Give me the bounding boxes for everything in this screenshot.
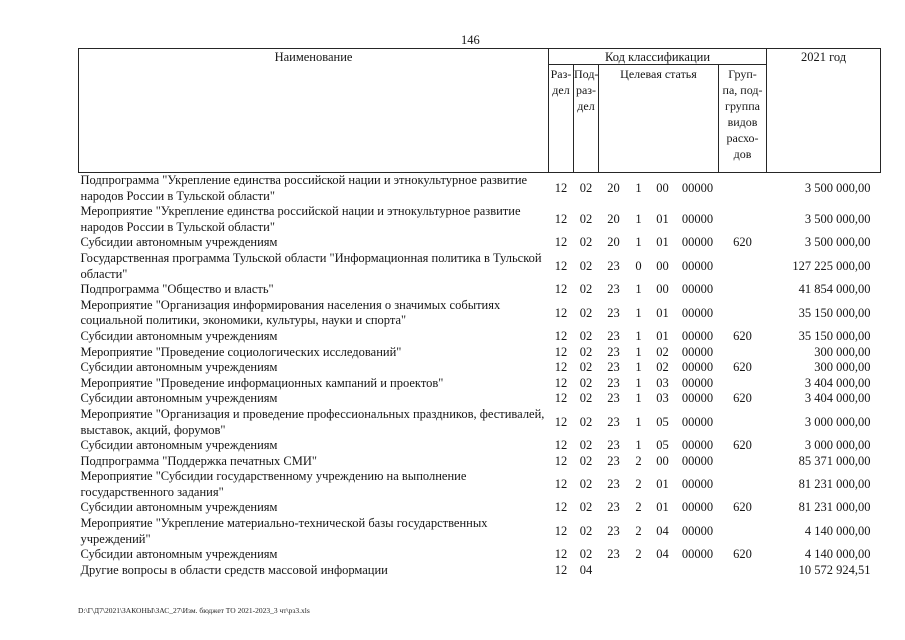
row-target-program: 23 [607, 438, 620, 453]
row-target-measure [649, 563, 677, 579]
row-expense-group [719, 298, 767, 329]
row-name: Подпрограмма "Общество и власть" [80, 282, 274, 297]
row-subsection: 02 [579, 305, 593, 320]
row-expense-group [719, 204, 767, 235]
row-amount: 10 572 924,51 [798, 562, 871, 577]
table-row [79, 547, 881, 563]
row-section: 12 [554, 477, 568, 492]
row-section: 12 [554, 305, 568, 320]
table-row [79, 360, 881, 376]
row-subsection: 02 [579, 414, 593, 429]
row-name: Другие вопросы в области средств массовой информации [80, 562, 388, 577]
row-target-subprogram: 1 [635, 328, 642, 343]
row-target-program [599, 563, 629, 579]
row-target-direction: 00000 [681, 344, 714, 359]
row-target-program: 23 [607, 344, 620, 359]
row-target-subprogram: 2 [635, 547, 642, 562]
row-target-subprogram: 1 [635, 414, 642, 429]
header-name: Наименование [79, 49, 549, 173]
header-year: 2021 год [767, 49, 881, 173]
row-target-direction: 00000 [681, 235, 714, 250]
row-amount: 3 500 000,00 [804, 235, 871, 250]
row-target-direction: 00000 [681, 180, 714, 195]
row-target-measure: 01 [656, 328, 669, 343]
row-name: Подпрограмма "Поддержка печатных СМИ" [80, 453, 317, 468]
row-target-direction [677, 563, 719, 579]
row-target-direction: 00000 [681, 305, 714, 320]
row-section: 12 [554, 282, 568, 297]
row-target-subprogram: 1 [635, 360, 642, 375]
row-section: 12 [554, 180, 568, 195]
row-target-measure: 01 [656, 500, 669, 515]
table-row [79, 282, 881, 298]
row-target-measure: 00 [656, 258, 669, 273]
row-subsection: 02 [579, 375, 593, 390]
table-row [79, 204, 881, 235]
row-target-measure: 04 [656, 523, 669, 538]
row-section: 12 [554, 235, 568, 250]
table-row [79, 563, 881, 579]
row-amount: 41 854 000,00 [798, 282, 871, 297]
row-name: Подпрограмма "Укрепление единства российской нации и этнокультурное развитие народов России в Тульской области" [80, 173, 528, 203]
row-amount: 3 404 000,00 [804, 391, 871, 406]
header-section: Раз- дел [549, 65, 574, 173]
row-subsection: 02 [579, 438, 593, 453]
row-target-direction: 00000 [681, 258, 714, 273]
row-amount: 3 000 000,00 [804, 414, 871, 429]
row-target-subprogram [629, 563, 649, 579]
table-row [79, 298, 881, 329]
row-target-subprogram: 2 [635, 523, 642, 538]
row-target-direction: 00000 [681, 360, 714, 375]
row-amount: 3 404 000,00 [804, 375, 871, 390]
row-name: Субсидии автономным учреждениям [80, 360, 278, 375]
row-name: Субсидии автономным учреждениям [80, 391, 278, 406]
row-name: Субсидии автономным учреждениям [80, 328, 278, 343]
row-expense-group: 620 [733, 438, 752, 453]
row-target-subprogram: 2 [635, 477, 642, 492]
row-target-program: 23 [607, 258, 620, 273]
header-expense-type-group: Груп- па, под- группа видов расхо- дов [719, 65, 767, 173]
row-target-program: 20 [607, 235, 620, 250]
row-target-direction: 00000 [681, 438, 714, 453]
row-target-program: 23 [607, 523, 620, 538]
row-amount: 85 371 000,00 [798, 453, 871, 468]
row-target-measure: 02 [656, 360, 669, 375]
row-expense-group [719, 454, 767, 470]
row-amount: 300 000,00 [814, 344, 871, 359]
row-expense-group: 620 [733, 500, 752, 515]
row-section: 12 [554, 500, 568, 515]
row-target-subprogram: 1 [635, 438, 642, 453]
row-name: Субсидии автономным учреждениям [80, 235, 278, 250]
table-row [79, 469, 881, 500]
row-subsection: 02 [579, 258, 593, 273]
row-target-subprogram: 1 [635, 391, 642, 406]
table-row [79, 345, 881, 361]
row-target-subprogram: 2 [635, 453, 642, 468]
row-name: Субсидии автономным учреждениям [80, 500, 278, 515]
row-target-measure: 03 [656, 391, 669, 406]
row-target-direction: 00000 [681, 523, 714, 538]
row-subsection: 02 [579, 477, 593, 492]
row-amount: 300 000,00 [814, 360, 871, 375]
row-target-direction: 00000 [681, 375, 714, 390]
row-subsection: 02 [579, 180, 593, 195]
row-name: Мероприятие "Укрепление единства российской нации и этнокультурное развитие народов России в Тульской области" [80, 204, 521, 234]
table-row [79, 251, 881, 282]
row-target-program: 23 [607, 453, 620, 468]
row-section: 12 [554, 211, 568, 226]
row-target-subprogram: 1 [635, 344, 642, 359]
row-target-program: 23 [607, 547, 620, 562]
row-expense-group [719, 282, 767, 298]
row-subsection: 02 [579, 282, 593, 297]
row-name: Мероприятие "Укрепление материально-технической базы государственных учреждений" [80, 516, 488, 546]
header-target-item: Целевая статья [599, 65, 719, 173]
row-target-measure: 04 [656, 547, 669, 562]
row-target-measure: 01 [656, 211, 669, 226]
row-name: Мероприятие "Проведение социологических исследований" [80, 344, 402, 359]
row-section: 12 [554, 562, 568, 577]
table-row [79, 173, 881, 205]
row-target-program: 23 [607, 305, 620, 320]
row-name: Мероприятие "Проведение информационных кампаний и проектов" [80, 375, 444, 390]
row-section: 12 [554, 547, 568, 562]
row-expense-group [719, 563, 767, 579]
row-target-measure: 02 [656, 344, 669, 359]
row-name: Субсидии автономным учреждениям [80, 547, 278, 562]
row-target-measure: 05 [656, 438, 669, 453]
page-number: 146 [461, 33, 480, 47]
row-target-program: 23 [607, 328, 620, 343]
row-target-subprogram: 1 [635, 282, 642, 297]
row-amount: 3 500 000,00 [804, 211, 871, 226]
row-expense-group: 620 [733, 547, 752, 562]
header-subsection: Под- раз- дел [574, 65, 599, 173]
table-row [79, 516, 881, 547]
row-target-direction: 00000 [681, 547, 714, 562]
row-target-program: 23 [607, 414, 620, 429]
row-expense-group [719, 469, 767, 500]
row-target-program: 23 [607, 360, 620, 375]
row-amount: 3 000 000,00 [804, 438, 871, 453]
row-section: 12 [554, 414, 568, 429]
row-target-direction: 00000 [681, 391, 714, 406]
row-target-program: 23 [607, 391, 620, 406]
row-target-direction: 00000 [681, 477, 714, 492]
row-target-program: 20 [607, 211, 620, 226]
row-name: Мероприятие "Организация информирования населения о значимых событиях социальной политики, экономики, культуры, науки и спорта" [80, 297, 501, 328]
row-section: 12 [554, 344, 568, 359]
row-section: 12 [554, 523, 568, 538]
row-subsection: 04 [579, 562, 593, 577]
row-subsection: 02 [579, 235, 593, 250]
row-target-direction: 00000 [681, 282, 714, 297]
row-target-subprogram: 2 [635, 500, 642, 515]
row-expense-group: 620 [733, 235, 752, 250]
row-target-direction: 00000 [681, 328, 714, 343]
table-row [79, 500, 881, 516]
row-subsection: 02 [579, 328, 593, 343]
table-body [79, 173, 881, 579]
row-target-direction: 00000 [681, 453, 714, 468]
row-target-subprogram: 1 [635, 305, 642, 320]
row-expense-group [719, 173, 767, 205]
row-expense-group [719, 516, 767, 547]
row-target-program: 23 [607, 375, 620, 390]
row-amount: 4 140 000,00 [804, 523, 871, 538]
table-row [79, 376, 881, 392]
table-header [79, 49, 881, 173]
row-target-program: 23 [607, 500, 620, 515]
row-section: 12 [554, 453, 568, 468]
table-row [79, 438, 881, 454]
row-expense-group [719, 345, 767, 361]
row-target-measure: 00 [656, 180, 669, 195]
row-section: 12 [554, 258, 568, 273]
budget-table [78, 48, 881, 578]
row-name: Субсидии автономным учреждениям [80, 438, 278, 453]
row-amount: 4 140 000,00 [804, 547, 871, 562]
row-target-direction: 00000 [681, 211, 714, 226]
row-expense-group [719, 376, 767, 392]
row-target-program: 20 [607, 180, 620, 195]
row-subsection: 02 [579, 211, 593, 226]
row-target-subprogram: 1 [635, 375, 642, 390]
row-subsection: 02 [579, 360, 593, 375]
table-row [79, 391, 881, 407]
row-subsection: 02 [579, 391, 593, 406]
table-row [79, 329, 881, 345]
row-target-subprogram: 1 [635, 235, 642, 250]
row-subsection: 02 [579, 523, 593, 538]
row-section: 12 [554, 438, 568, 453]
row-target-direction: 00000 [681, 500, 714, 515]
row-target-direction: 00000 [681, 414, 714, 429]
row-expense-group: 620 [733, 328, 752, 343]
row-section: 12 [554, 328, 568, 343]
row-expense-group: 620 [733, 391, 752, 406]
row-section: 12 [554, 391, 568, 406]
row-target-measure: 05 [656, 414, 669, 429]
row-target-measure: 01 [656, 305, 669, 320]
row-target-subprogram: 1 [635, 180, 642, 195]
row-target-measure: 03 [656, 375, 669, 390]
row-target-measure: 00 [656, 282, 669, 297]
row-target-measure: 00 [656, 453, 669, 468]
table-row [79, 407, 881, 438]
header-row [79, 49, 881, 65]
row-amount: 127 225 000,00 [792, 258, 871, 273]
table-row [79, 235, 881, 251]
row-amount: 35 150 000,00 [798, 328, 871, 343]
row-name: Мероприятие "Организация и проведение профессиональных праздников, фестивалей, выставок, акций, форумов" [80, 406, 545, 437]
row-section: 12 [554, 360, 568, 375]
row-expense-group: 620 [733, 360, 752, 375]
row-name: Мероприятие "Субсидии государственному учреждению на выполнение государственного задания" [80, 469, 467, 499]
footer-file-path: D:\Г\Д7\2021\ЗАКОНЫ\ЗАС_27\Изм. бюджет ТО 2021-2023_3 чт\рз3.xls [78, 606, 310, 615]
row-amount: 3 500 000,00 [804, 180, 871, 195]
row-amount: 81 231 000,00 [798, 500, 871, 515]
row-subsection: 02 [579, 453, 593, 468]
row-amount: 81 231 000,00 [798, 477, 871, 492]
row-expense-group [719, 251, 767, 282]
row-target-program: 23 [607, 282, 620, 297]
row-target-program: 23 [607, 477, 620, 492]
row-subsection: 02 [579, 547, 593, 562]
row-target-measure: 01 [656, 235, 669, 250]
header-classification-code: Код классификации [549, 49, 767, 65]
row-name: Государственная программа Тульской области "Информационная политика в Тульской области" [80, 250, 542, 281]
row-target-measure: 01 [656, 477, 669, 492]
row-amount: 35 150 000,00 [798, 305, 871, 320]
row-subsection: 02 [579, 344, 593, 359]
row-section: 12 [554, 375, 568, 390]
row-expense-group [719, 407, 767, 438]
row-target-subprogram: 1 [635, 211, 642, 226]
table-row [79, 454, 881, 470]
row-subsection: 02 [579, 500, 593, 515]
row-target-subprogram: 0 [635, 258, 642, 273]
